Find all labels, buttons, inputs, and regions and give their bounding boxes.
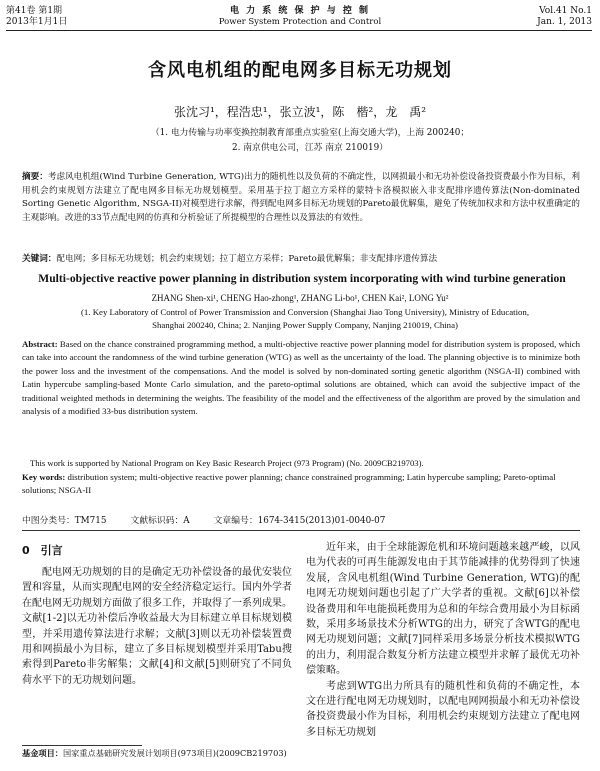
publish-date-cn: 2013年1月1日 xyxy=(6,17,68,27)
journal-volume-en xyxy=(537,6,592,28)
body-divider xyxy=(22,530,580,531)
volume-issue-cn: 第41卷 第1期 xyxy=(6,6,63,16)
support-statement-en: This work is supported by National Program on Key Basic Research Project (973 Program) (No. 2009CB219703). xyxy=(30,458,424,468)
affiliations-en xyxy=(40,306,570,332)
keywords-cn-label: 关键词： xyxy=(22,254,57,264)
affiliation-cn-1: （1. 电力传输与功率变换控制教育部重点实验室(上海交通大学)，上海 200240； xyxy=(150,128,470,138)
keywords-en-text: distribution system; multi-objective reactive power planning; chance constrained programming; Latin hypercube sampling; Pareto-optimal solutions; NSGA-II xyxy=(22,472,556,495)
journal-issue-info xyxy=(6,6,67,28)
abstract-en-text: Based on the chance constrained programming method, a multi-objective reactive power planning model for distribution system is proposed, which can take into account the randomness of the wind turbine generation (WTG) as well as the uncertainty of the load. The planning objective is to minimize both the power loss and the investment of the compensations. And the model is solved by non-dominated sorting genetic algorithm (NSGA-II) combined with Latin hypercube sampling-based Monte Carlo simulation, and the pareto-optimal solutions are obtained, which can avoid the subjective impact of the traditional weighted methods in determining the weights. The feasibility of the model and the effectiveness of the algorithm are proved by the simulation and analysis of a modified 33-bus distribution system. xyxy=(22,339,581,417)
abstract-en xyxy=(22,338,580,418)
section-title-intro: 0 引言 xyxy=(22,544,63,557)
affiliation-en-1: (1. Key Laboratory of Control of Power Transmission and Conversion (Shanghai Jiao Tong University), Ministry of Education, xyxy=(80,307,530,317)
body-column-left xyxy=(22,540,292,688)
affiliation-en-2: Shanghai 200240, China; 2. Nanjing Power Supply Company, Nanjing 210019, China) xyxy=(152,320,458,330)
abstract-cn xyxy=(22,171,580,225)
classification-line xyxy=(22,513,385,526)
article-no-value: 1674-3415(2013)01-0040-07 xyxy=(257,516,386,526)
authors-en: ZHANG Shen-xi¹, CHENG Hao-zhong¹, ZHANG Li-bo¹, CHEN Kai², LONG Yu² xyxy=(151,293,449,303)
intro-paragraph-3: 考虑到WTG出力所具有的随机性和负荷的不确定性，本文在进行配电网无功规划时，以配电网网损最小和无功补偿设备投资费最小作为目标，利用机会约束规划方法建立了配电网多目标无功规划 xyxy=(306,680,580,738)
clc-value: TM715 xyxy=(74,516,107,526)
body-column-right xyxy=(306,540,580,740)
publish-date-en: Jan. 1, 2013 xyxy=(537,17,592,27)
paper-title-en: Multi-objective reactive power planning in distribution system incorporating with wind turbine generation xyxy=(38,272,566,285)
doc-code-value: A xyxy=(183,516,190,526)
header-divider xyxy=(6,30,592,31)
journal-name-cn: 电 力 系 统 保 护 与 控 制 xyxy=(229,6,371,16)
affiliations-cn xyxy=(60,126,560,156)
abstract-en-label: Abstract: xyxy=(22,339,58,349)
fund-text: 国家重点基础研究发展计划项目(973项目)(2009CB219703) xyxy=(62,748,287,758)
authors-cn: 张沈习¹，程浩忠¹，张立波¹，陈 楷²，龙 禹² xyxy=(173,105,427,119)
keywords-en xyxy=(22,471,580,497)
intro-paragraph-2: 近年来，由于全球能源危机和环境问题越来越严峻，以风电为代表的可再生能源发电由于其节能减排的优势得到了快速发展，含风电机组(Wind Turbine Generation, WTG)的配电网无功规划问题也引起了广大学者的重视。文献[6]以补偿设备费用和年电能损耗费用为总和的年综合费用最小为目标函数，采用多场景技术分析WTG的出力，研究了含WTG的配电网无功规划问题；文献[7]同样采用多场景分析技术模拟WTG的出力，利用混合数复分析方法建立模型并求解了最优无功补偿策略。 xyxy=(306,542,580,677)
keywords-cn xyxy=(22,253,580,266)
journal-name-en: Power System Protection and Control xyxy=(218,17,382,27)
keywords-en-label: Key words: xyxy=(22,472,66,482)
fund-label: 基金项目： xyxy=(22,748,63,758)
fund-footnote xyxy=(22,748,292,759)
keywords-cn-text: 配电网；多目标无功规划；机会约束规划；拉丁超立方采样；Pareto最优解集；非支配排序遗传算法 xyxy=(56,254,438,264)
footnote-divider xyxy=(22,745,142,746)
abstract-cn-text: 考虑风电机组(Wind Turbine Generation, WTG)出力的随机性以及负荷的不确定性，以网损最小和无功补偿设备投资费最小作为目标，利用机会约束规划方法建立了配电网多目标无功规划模型。采用基于拉丁超立方采样的蒙特卡洛模拟嵌入非支配排序遗传算法(Non-dominated Sorting Genetic Algorithm, NSGA-II)对模型进行求解，得到配电网多目标无功规划的Pareto最优解集，避免了传统加权求和方法中权重确定的主观影响。改进的33节点配电网的仿真和分析验证了所提模型的合理性以及算法的有效性。 xyxy=(22,172,580,223)
paper-title-cn: 含风电机组的配电网多目标无功规划 xyxy=(148,60,452,81)
affiliation-cn-2: 2. 南京供电公司，江苏 南京 210019） xyxy=(232,143,388,153)
journal-name xyxy=(180,6,420,28)
abstract-cn-label: 摘要： xyxy=(22,172,48,182)
volume-issue-en: Vol.41 No.1 xyxy=(539,6,592,16)
article-no-label: 文章编号： xyxy=(213,516,258,526)
doc-code-label: 文献标识码： xyxy=(130,516,184,526)
intro-paragraph-1: 配电网无功规划的目的是确定无功补偿设备的最优安装位置和容量，从而实现配电网的安全经济稳定运行。国内外学者在配电网无功规划方面做了很多工作，并取得了一系列成果。文献[1-2]以无功补偿后净收益最大为目标建立单目标规划模型，并采用遗传算法进行求解；文献[3]则以无功补偿装置费用和网损最小为目标，建立了多目标规划模型并采用Tabu搜索得到Pareto非劣解集；文献[4]和文献[5]则研究了不同负荷水平下的无功规划问题。 xyxy=(22,567,292,686)
clc-label: 中图分类号： xyxy=(22,516,75,526)
